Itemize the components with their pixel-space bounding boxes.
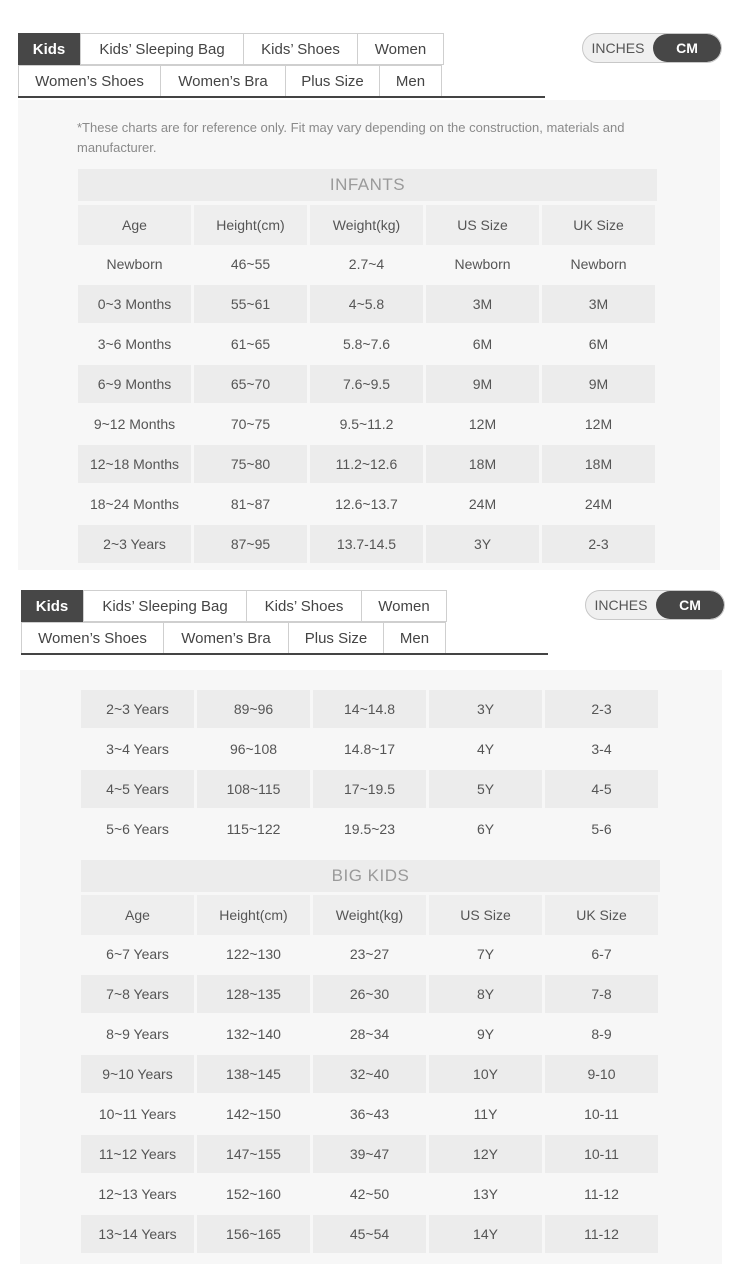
table-cell: 5Y — [429, 770, 542, 808]
tab-kids[interactable]: Kids — [18, 33, 80, 65]
table-cell: 9~12 Months — [93, 416, 176, 432]
table-cell: 10-11 — [545, 1135, 658, 1173]
table-cell: 45~54 — [313, 1215, 426, 1253]
table-cell: 9~10 Years — [81, 1055, 194, 1093]
table-cell: 9Y — [476, 1026, 495, 1042]
table-row — [78, 405, 657, 443]
table-cell: 12.6~13.7 — [335, 496, 398, 512]
table-cell: 0~3 Months — [78, 285, 191, 323]
table-row — [78, 525, 657, 563]
table-cell: 2.7~4 — [348, 256, 385, 272]
table-cell: 9.5~11.2 — [339, 416, 394, 432]
column-header: Height(cm) — [197, 895, 310, 935]
tab-men[interactable]: Men — [379, 65, 442, 97]
table-cell: 19.5~23 — [344, 821, 395, 837]
size-chart-panel-bottom — [0, 580, 734, 1264]
table-cell: 18~24 Months — [89, 496, 180, 512]
table-row — [78, 285, 657, 323]
table-cell: 2-3 — [545, 690, 658, 728]
table-cell: 12Y — [429, 1135, 542, 1173]
table-cell: 96~108 — [229, 741, 278, 757]
table-cell: 3~4 Years — [106, 741, 169, 757]
table-row — [81, 975, 660, 1013]
unit-toggle — [582, 33, 722, 63]
cm-option[interactable]: CM — [656, 591, 724, 619]
disclaimer-note: *These charts are for reference only. Fit may vary depending on the construction, materials and manufacturer. — [77, 120, 625, 155]
tab-womens-bra[interactable]: Women’s Bra — [160, 65, 286, 97]
table-cell: 13.7-14.5 — [310, 525, 423, 563]
inches-option[interactable]: INCHES — [591, 40, 645, 56]
column-header: US Size — [429, 895, 542, 935]
table-cell: 2-3 — [542, 525, 655, 563]
column-header: US Size — [426, 205, 539, 245]
table-cell: 14.8~17 — [344, 741, 395, 757]
table-cell: 3Y — [429, 690, 542, 728]
table-cell: 8~9 Years — [106, 1026, 169, 1042]
table-cell: 26~30 — [313, 975, 426, 1013]
table-cell: 5.8~7.6 — [342, 336, 391, 352]
table-cell: 128~135 — [197, 975, 310, 1013]
table-cell: 87~95 — [194, 525, 307, 563]
table-cell: 23~27 — [349, 946, 390, 962]
table-cell: 65~70 — [194, 365, 307, 403]
table-row — [78, 325, 657, 363]
table-cell: 46~55 — [230, 256, 271, 272]
tab-men[interactable]: Men — [383, 622, 446, 654]
table-cell: 11.2~12.6 — [310, 445, 423, 483]
table-row — [78, 445, 657, 483]
table-cell: 32~40 — [313, 1055, 426, 1093]
table-row — [81, 810, 660, 848]
table-cell: 138~145 — [197, 1055, 310, 1093]
table-cell: 14~14.8 — [313, 690, 426, 728]
table-cell: 5-6 — [591, 821, 612, 837]
table-cell: 6Y — [476, 821, 495, 837]
table-cell: 81~87 — [230, 496, 271, 512]
tab-womens-bra[interactable]: Women’s Bra — [163, 622, 289, 654]
table-cell: 5~6 Years — [106, 821, 169, 837]
table-cell: 10~11 Years — [98, 1106, 177, 1122]
table-row — [81, 1015, 660, 1053]
table-cell: 3~6 Months — [97, 336, 172, 352]
table-cell: 12M — [468, 416, 497, 432]
table-cell: 55~61 — [194, 285, 307, 323]
table-row — [81, 1215, 660, 1253]
table-cell: 36~43 — [349, 1106, 390, 1122]
table-cell: 89~96 — [197, 690, 310, 728]
tabs-underline — [18, 96, 545, 98]
table-row — [81, 1095, 660, 1133]
column-header: Age — [81, 895, 194, 935]
table-cell: 142~150 — [226, 1106, 281, 1122]
table-cell: 9-10 — [545, 1055, 658, 1093]
infants-section-title: INFANTS — [78, 169, 657, 201]
table-cell: 4Y — [476, 741, 495, 757]
table-cell: 4-5 — [545, 770, 658, 808]
tab-womens-shoes[interactable]: Women’s Shoes — [18, 65, 161, 97]
table-cell: 24M — [584, 496, 613, 512]
table-cell: 17~19.5 — [313, 770, 426, 808]
table-cell: Newborn — [106, 256, 163, 272]
tab-women[interactable]: Women — [361, 590, 447, 622]
tab-womens-shoes[interactable]: Women’s Shoes — [21, 622, 164, 654]
column-header: UK Size — [545, 895, 658, 935]
table-cell: 132~140 — [226, 1026, 281, 1042]
table-cell: 18M — [542, 445, 655, 483]
column-header: Weight(kg) — [313, 895, 426, 935]
table-cell: 6M — [588, 336, 609, 352]
table-row — [81, 770, 660, 808]
table-cell: 24M — [468, 496, 497, 512]
table-cell: 12M — [584, 416, 613, 432]
table-cell: 11-12 — [545, 1215, 658, 1253]
table-row — [81, 1175, 660, 1213]
table-cell: 4~5.8 — [310, 285, 423, 323]
table-row — [78, 245, 657, 283]
table-cell: 10Y — [429, 1055, 542, 1093]
big-kids-section-title: BIG KIDS — [81, 860, 660, 892]
table-cell: 3M — [426, 285, 539, 323]
table-cell: 7-8 — [545, 975, 658, 1013]
table-cell: 115~122 — [226, 821, 281, 837]
tabs-underline — [21, 653, 548, 655]
table-cell: 12~13 Years — [98, 1186, 177, 1202]
table-row — [78, 365, 657, 403]
table-cell: 75~80 — [194, 445, 307, 483]
tab-kids-sleeping-bag[interactable]: Kids’ Sleeping Bag — [83, 590, 247, 622]
size-chart-panel-top — [0, 0, 734, 580]
table-row — [81, 730, 660, 768]
table-cell: 10-11 — [584, 1106, 619, 1122]
table-cell: 8-9 — [591, 1026, 612, 1042]
table-cell: 13Y — [473, 1186, 498, 1202]
table-cell: 61~65 — [230, 336, 271, 352]
inches-option[interactable]: INCHES — [594, 597, 648, 613]
table-cell: 70~75 — [230, 416, 271, 432]
column-header: Weight(kg) — [310, 205, 423, 245]
column-header: Age — [78, 205, 191, 245]
table-cell: 3M — [542, 285, 655, 323]
table-cell: 108~115 — [197, 770, 310, 808]
tab-kids-shoes[interactable]: Kids’ Shoes — [246, 590, 362, 622]
table-cell: 11Y — [473, 1106, 498, 1122]
tab-plus-size[interactable]: Plus Size — [288, 622, 384, 654]
table-row — [78, 485, 657, 523]
table-cell: 6~9 Months — [78, 365, 191, 403]
column-header: Height(cm) — [194, 205, 307, 245]
table-cell: 3Y — [426, 525, 539, 563]
table-cell: 14Y — [429, 1215, 542, 1253]
table-cell: 147~155 — [197, 1135, 310, 1173]
table-cell: 13~14 Years — [81, 1215, 194, 1253]
table-row — [81, 1055, 660, 1093]
table-row — [81, 1135, 660, 1173]
table-cell: 152~160 — [226, 1186, 281, 1202]
table-row — [81, 935, 660, 973]
table-cell: 6M — [472, 336, 493, 352]
table-cell: 18M — [426, 445, 539, 483]
table-cell: 4~5 Years — [81, 770, 194, 808]
infants-header-row — [78, 205, 657, 245]
table-cell: 11-12 — [584, 1186, 619, 1202]
cm-option[interactable]: CM — [653, 34, 721, 62]
table-cell: 12~18 Months — [78, 445, 191, 483]
table-cell: 7Y — [476, 946, 495, 962]
table-cell: 6~7 Years — [106, 946, 169, 962]
table-cell: 122~130 — [226, 946, 281, 962]
table-row — [81, 690, 660, 728]
tab-women[interactable]: Women — [357, 33, 444, 65]
tab-kids-sleeping-bag[interactable]: Kids’ Sleeping Bag — [80, 33, 244, 65]
table-cell: 8Y — [429, 975, 542, 1013]
tab-kids-shoes[interactable]: Kids’ Shoes — [243, 33, 358, 65]
table-cell: 39~47 — [313, 1135, 426, 1173]
table-cell: 6-7 — [591, 946, 612, 962]
table-cell: 9M — [542, 365, 655, 403]
table-cell: 28~34 — [349, 1026, 390, 1042]
table-cell: 7.6~9.5 — [310, 365, 423, 403]
table-cell: 9M — [426, 365, 539, 403]
table-cell: 2~3 Years — [81, 690, 194, 728]
unit-toggle — [585, 590, 725, 620]
table-cell: 11~12 Years — [81, 1135, 194, 1173]
tab-plus-size[interactable]: Plus Size — [285, 65, 380, 97]
table-cell: 3-4 — [591, 741, 612, 757]
table-cell: Newborn — [454, 256, 511, 272]
big-kids-header-row — [81, 895, 660, 935]
table-cell: 2~3 Years — [78, 525, 191, 563]
table-cell: 42~50 — [349, 1186, 390, 1202]
tab-kids[interactable]: Kids — [21, 590, 83, 622]
table-cell: 7~8 Years — [81, 975, 194, 1013]
table-cell: 156~165 — [197, 1215, 310, 1253]
table-cell: Newborn — [570, 256, 627, 272]
column-header: UK Size — [542, 205, 655, 245]
